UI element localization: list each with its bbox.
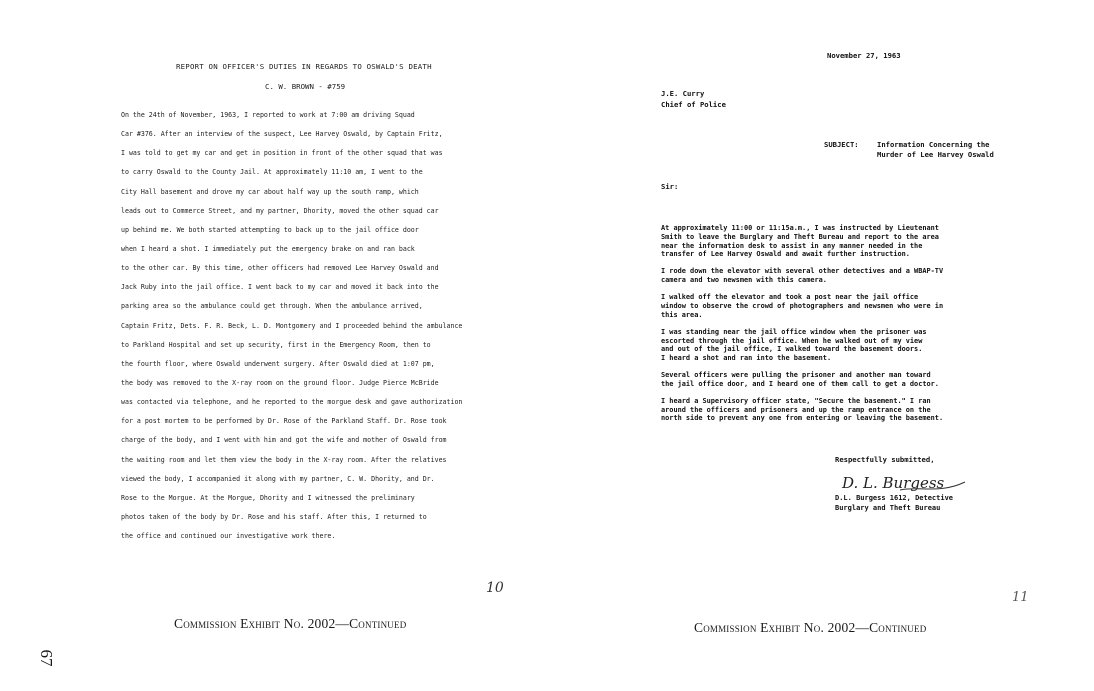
report-line: to carry Oswald to the County Jail. At approximately 11:10 am, I went to the (121, 168, 423, 177)
memo-line: this area. (661, 310, 703, 319)
report-line: the body was removed to the X-ray room on the ground floor. Judge Pierce McBride (121, 378, 439, 387)
signer-unit: Burglary and Theft Bureau (835, 504, 941, 513)
signer-block (835, 493, 953, 513)
report-line: charge of the body, and I went with him and got the wife and mother of Oswald from (121, 436, 447, 445)
report-line: Car #376. After an interview of the suspect, Lee Harvey Oswald, by Captain Fritz, (121, 130, 443, 139)
subject-text (877, 140, 994, 161)
memo-line: the jail office door, and I heard one of them call to get a doctor. (661, 379, 939, 388)
memo-line: Smith to leave the Burglary and Theft Bureau and report to the area (661, 232, 939, 241)
report-line: the waiting room and let them view the body in the X-ray room. After the relatives (121, 455, 447, 464)
subject-line: Murder of Lee Harvey Oswald (877, 150, 994, 160)
report-line: photos taken of the body by Dr. Rose and his staff. After this, I returned to (121, 512, 427, 521)
report-line: to Parkland Hospital and set up security, first in the Emergency Room, then to (121, 340, 431, 349)
memo-line: escorted through the jail office. When he walked out of my view (661, 336, 923, 345)
handwritten-page-number: 10 (486, 580, 504, 596)
memo-body (661, 224, 1021, 431)
report-line: On the 24th of November, 1963, I reported to work at 7:00 am driving Squad (121, 111, 415, 119)
memo-paragraph (661, 397, 1021, 423)
report-line: was contacted via telephone, and he reported to the morgue desk and gave authorization (121, 398, 463, 407)
memo-paragraph (661, 224, 1021, 259)
signature-text: D. L. Burgess (842, 474, 945, 492)
memo-paragraph (661, 267, 1021, 285)
memo-paragraph (661, 328, 1021, 363)
report-line: the fourth floor, where Oswald underwent surgery. After Oswald died at 1:07 pm, (121, 359, 435, 368)
report-author: C. W. BROWN - #759 (265, 82, 346, 91)
report-title: REPORT ON OFFICER'S DUTIES IN REGARDS TO OSWALD'S DEATH (176, 62, 432, 71)
exhibit-caption: Commission Exhibit No. 2002—Continued (694, 620, 927, 635)
report-line: viewed the body, I accompanied it along with my partner, C. W. Dhority, and Dr. (121, 474, 435, 483)
memo-line: I rode down the elevator with several other detectives and a WBAP-TV (661, 267, 944, 276)
report-body (121, 106, 541, 546)
exhibit-caption: Commission Exhibit No. 2002—Continued (174, 616, 407, 631)
report-line: Rose to the Morgue. At the Morgue, Dhority and I witnessed the preliminary (121, 493, 415, 502)
memo-paragraph (661, 371, 1021, 389)
memo-line: At approximately 11:00 or 11:15a.m., I was instructed by Lieutenant (661, 224, 939, 232)
memo-line: around the officers and prisoners and up the ramp entrance on the (661, 405, 931, 414)
right-page (547, 0, 1094, 691)
report-line: Captain Fritz, Dets. F. R. Beck, L. D. Montgomery and I proceeded behind the ambulance (121, 321, 463, 330)
report-line: to the other car. By this time, other officers had removed Lee Harvey Oswald and (121, 264, 439, 273)
addressee-title: Chief of Police (661, 99, 726, 109)
report-line: for a post mortem to be performed by Dr. Rose of the Parkland Staff. Dr. Rose took (121, 417, 447, 426)
memo-line: Several officers were pulling the prisoner and another man toward (661, 371, 931, 380)
report-line: when I heard a shot. I immediately put the emergency brake on and ran back (121, 244, 415, 253)
subject-line: Information Concerning the (877, 140, 990, 149)
closing: Respectfully submitted, (835, 455, 935, 464)
memo-paragraph (661, 293, 1021, 319)
report-line: parking area so the ambulance could get through. When the ambulance arrived, (121, 302, 423, 311)
handwritten-page-number: 11 (1012, 590, 1029, 605)
report-line: up behind me. We both started attempting to back up to the jail office door (121, 225, 419, 234)
memo-line: I heard a Supervisory officer state, "Secure the basement." I ran (661, 396, 931, 405)
memo-line: window to observe the crowd of photographers and newsmen who were in (661, 301, 944, 310)
book-page-number: 67 (37, 649, 56, 667)
memo-line: near the information desk to assist in any manner needed in the (661, 241, 923, 250)
memo-line: and out of the jail office, I walked toward the basement doors. (661, 345, 923, 354)
report-line: City Hall basement and drove my car about half way up the south ramp, which (121, 187, 419, 196)
report-line: the office and continued our investigative work there. (121, 532, 336, 541)
signer-name: D.L. Burgess 1612, Detective (835, 494, 954, 502)
memo-line: camera and two newsmen with this camera. (661, 276, 827, 285)
memo-line: I heard a shot and ran into the basement. (661, 354, 832, 363)
memo-date: November 27, 1963 (827, 51, 901, 60)
memo-line: I walked off the elevator and took a post near the jail office (661, 293, 919, 302)
addressee-name: J.E. Curry (661, 89, 705, 98)
memo-line: transfer of Lee Harvey Oswald and await further instruction. (661, 250, 910, 259)
report-line: I was told to get my car and get in position in front of the other squad that was (121, 149, 443, 158)
subject-label: SUBJECT: (824, 140, 859, 149)
memo-line: I was standing near the jail office window when the prisoner was (661, 327, 927, 336)
salutation: Sir: (661, 182, 679, 191)
memo-line: north side to prevent any one from entering or leaving the basement. (661, 414, 944, 423)
report-line: Jack Ruby into the jail office. I went back to my car and moved it back into the (121, 283, 439, 292)
memo-addressee (661, 89, 726, 110)
report-line: leads out to Commerce Street, and my partner, Dhority, moved the other squad car (121, 206, 439, 215)
